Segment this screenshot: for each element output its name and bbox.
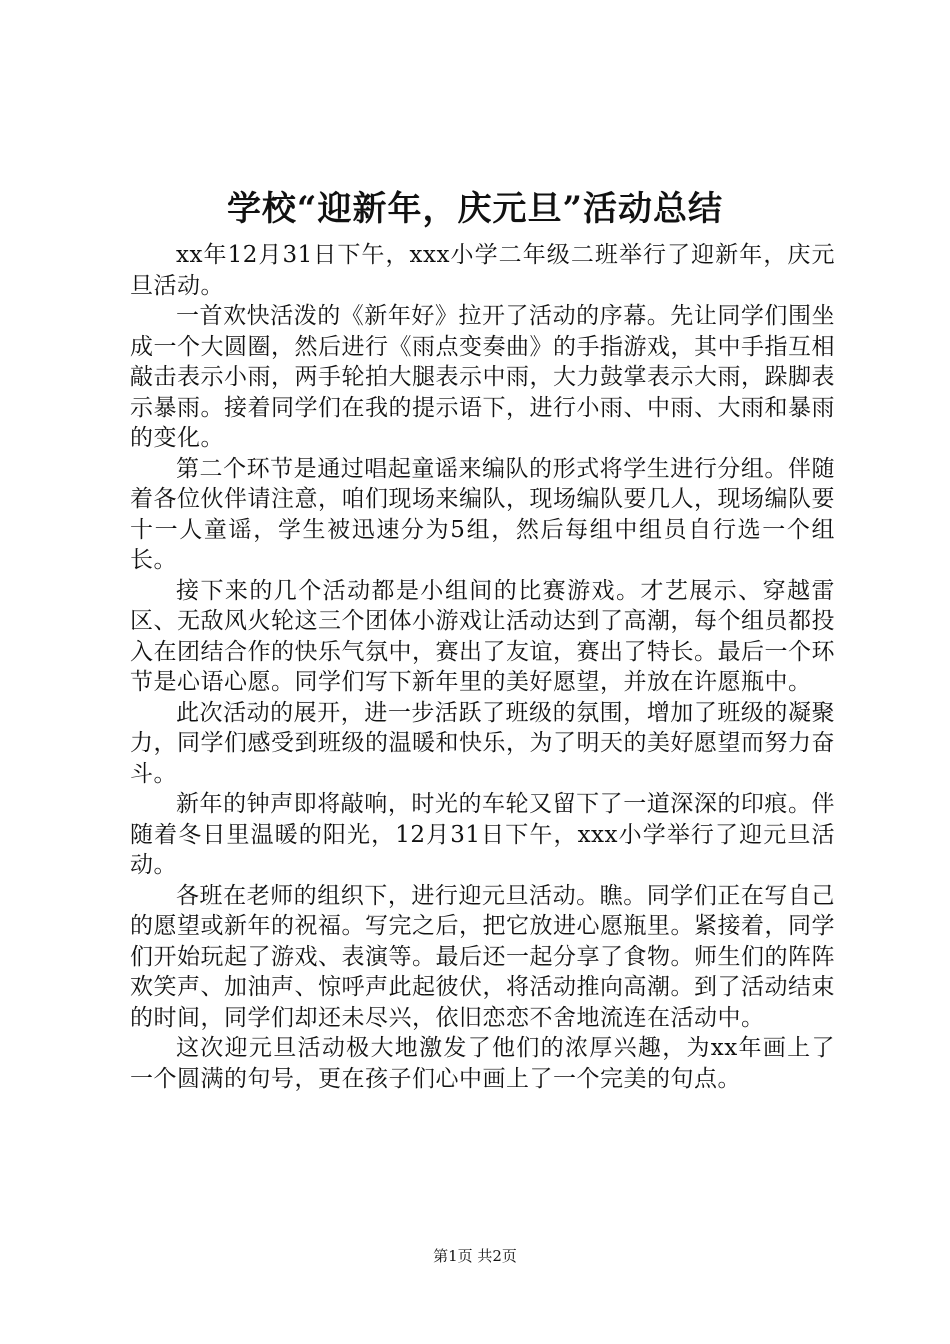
paragraph: 第二个环节是通过唱起童谣来编队的形式将学生进行分组。伴随着各位伙伴请注意，咱们现场来编队，现场编队要几人，现场编队要十一人童谣，学生被迅速分为5组，然后每组中组员自行选一个组长。 [130,455,835,573]
paragraph: xx年12月31日下午，xxx小学二年级二班举行了迎新年，庆元旦活动。 [130,242,835,299]
paragraph: 接下来的几个活动都是小组间的比赛游戏。才艺展示、穿越雷区、无敌风火轮这三个团体小游戏让活动达到了高潮，每个组员都投入在团结合作的快乐气氛中，赛出了友谊，赛出了特长。最后一个环节是心语心愿。同学们写下新年里的美好愿望，并放在许愿瓶中。 [130,577,835,695]
paragraph: 此次活动的展开，进一步活跃了班级的氛围，增加了班级的凝聚力，同学们感受到班级的温暖和快乐，为了明天的美好愿望而努力奋斗。 [130,699,835,787]
document-title: 学校“迎新年，庆元旦”活动总结 [226,189,724,229]
document-body [130,240,835,1094]
paragraph: 新年的钟声即将敲响，时光的车轮又留下了一道深深的印痕。伴随着冬日里温暖的阳光，12月31日下午，xxx小学举行了迎元旦活动。 [130,791,835,878]
paragraph: 各班在老师的组织下，进行迎元旦活动。瞧。同学们正在写自己的愿望或新年的祝福。写完之后，把它放进心愿瓶里。紧接着，同学们开始玩起了游戏、表演等。最后还一起分享了食物。师生们的阵阵欢笑声、加油声、惊呼声此起彼伏，将活动推向高潮。到了活动结束的时间，同学们却还未尽兴，依旧恋恋不舍地流连在活动中。 [130,882,835,1031]
paragraph: 这次迎元旦活动极大地激发了他们的浓厚兴趣，为xx年画上了一个圆满的句号，更在孩子们心中画上了一个完美的句点。 [130,1035,835,1092]
paragraph: 一首欢快活泼的《新年好》拉开了活动的序幕。先让同学们围坐成一个大圆圈，然后进行《雨点变奏曲》的手指游戏，其中手指互相敲击表示小雨，两手轮拍大腿表示中雨，大力鼓掌表示大雨，跺脚表示暴雨。接着同学们在我的提示语下，进行小雨、中雨、大雨和暴雨的变化。 [130,303,835,451]
page-number-footer: 第1页 共2页 [433,1247,517,1265]
